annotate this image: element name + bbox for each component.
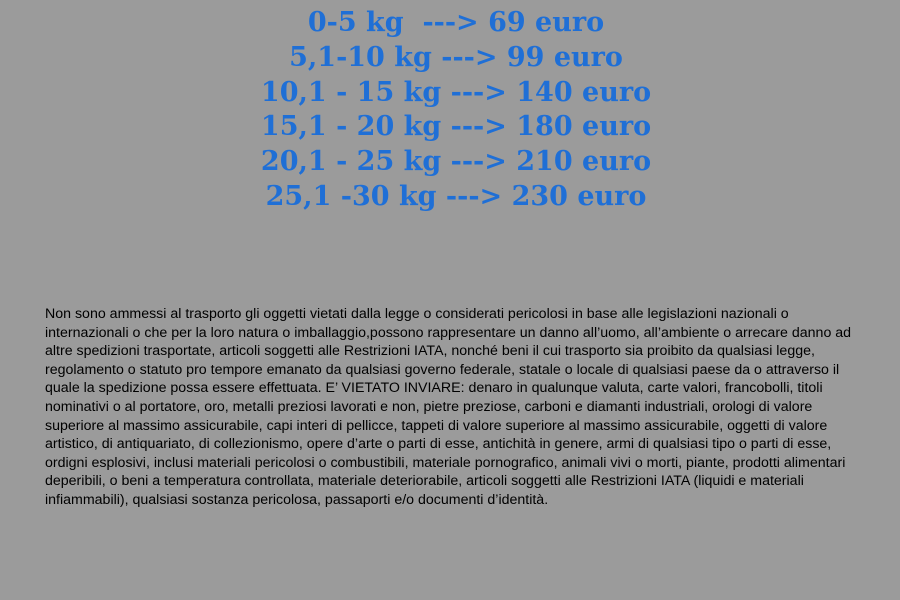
price-row-20-25kg: 20,1 - 25 kg ---> 210 euro bbox=[260, 146, 652, 178]
price-row-25-30kg: 25,1 -30 kg ---> 230 euro bbox=[265, 180, 647, 212]
price-row-5-10kg: 5,1-10 kg ---> 99 euro bbox=[289, 41, 623, 73]
prohibited-items-notice: Non sono ammessi al trasporto gli oggetti vietati dalla legge o considerati pericolosi in base alle legislazioni nazionali o internazionali o che per la loro natura o imballaggio,possono rappresentare un danno all’uomo, all’ambiente o arrecare danno ad altre spedizioni trasportate, articoli soggetti alle Restrizioni IATA, nonché beni il cui trasporto sia proibito da qualsiasi legge, regolamento o statuto pro tempore emanato da qualsiasi governo federale, statale o locale di qualsiasi paese da o attraverso il quale la spedizione possa essere effettuata. E’ VIETATO INVIARE: denaro in qualunque valuta, carte valori, francobolli, titoli nominativi o al portatore, oro, metalli preziosi lavorati e non, pietre preziose, carboni e diamanti industriali, orologi di valore superiore al massimo assicurabile, capi interi di pellicce, tappeti di valore superiore al massimo assicurabile, oggetti di valore artistico, di antiquariato, di collezionismo, opere d’arte o parti di esse, antichità in genere, armi di qualsiasi tipo o parti di esse, ordigni esplosivi, inclusi materiali pericolosi o combustibili, materiale pornografico, animali vivi o morti, piante, prodotti alimentari deperibili, o beni a temperatura controllata, materiale deteriorabile, articoli soggetti alle Restrizioni IATA (liquidi e materiali infiammabili), qualsiasi sostanza pericolosa, passaporti e/o documenti d’identità. bbox=[45, 306, 852, 508]
price-row-10-15kg: 10,1 - 15 kg ---> 140 euro bbox=[260, 76, 652, 108]
price-list bbox=[0, 6, 900, 215]
price-row-0-5kg: 0-5 kg ---> 69 euro bbox=[307, 7, 605, 38]
price-row-15-20kg: 15,1 - 20 kg ---> 180 euro bbox=[260, 111, 652, 143]
